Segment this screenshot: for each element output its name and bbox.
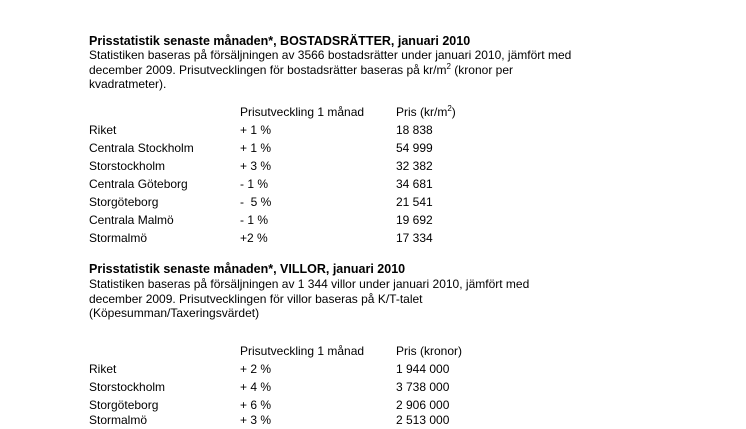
table-row [89,121,689,139]
section2-intro-line1: Statistiken baseras på försäljningen av 1 344 villor under januari 2010, jämfört med [89,277,530,291]
section1-table-header [89,103,689,121]
price-cell: 18 838 [396,123,433,137]
table-row [89,193,689,211]
price-cell: 32 382 [396,159,433,173]
section1-col-change-header: Prisutveckling 1 månad [240,105,365,119]
section1-heading: Prisstatistik senaste månaden*, BOSTADSRÄTTER, januari 2010 [89,34,471,48]
change-cell: - 5 % [240,195,272,209]
section2-heading: Prisstatistik senaste månaden*, VILLOR, januari 2010 [89,262,406,276]
region-cell: Riket [89,123,117,137]
region-cell: Centrala Malmö [89,213,174,227]
table-row [89,157,689,175]
section1-intro-line1: Statistiken baseras på försäljningen av 3566 bostadsrätter under januari 2010, jämfört med [89,48,572,62]
price-cell: 3 738 000 [396,380,450,394]
region-cell: Storstockholm [89,159,166,173]
section2-col-price-header: Pris (kronor) [396,344,463,358]
table-row [89,378,689,396]
section2-table-header [89,342,689,360]
change-cell: - 1 % [240,213,269,227]
table-row [89,411,689,429]
region-cell: Storgöteborg [89,398,159,412]
price-cell: 2 513 000 [396,413,450,427]
change-cell: + 6 % [240,398,272,412]
section1-col-price-header [396,103,456,121]
section2-intro-line3: (Köpesumman/Taxeringsvärdet) [89,306,260,321]
price-cell: 17 334 [396,231,433,245]
price-cell: 19 692 [396,213,433,227]
section1-intro-line2 [89,63,649,78]
change-cell: + 3 % [240,413,272,427]
section1-col-price-close: ) [451,105,456,119]
price-cell: 21 541 [396,195,433,209]
section1-intro-line3: kvadratmeter). [89,77,167,92]
change-cell: + 1 % [240,123,272,137]
table-row [89,229,689,247]
price-cell: 1 944 000 [396,362,450,376]
price-cell: 54 999 [396,141,433,155]
change-cell: + 2 % [240,362,272,376]
section1-intro [89,48,649,92]
section2-intro-line2: december 2009. Prisutvecklingen för villor baseras på K/T-talet [89,291,423,306]
change-cell: + 1 % [240,141,272,155]
region-cell: Centrala Stockholm [89,141,194,155]
change-cell: + 4 % [240,380,272,394]
region-cell: Riket [89,362,117,376]
section1-col-price-sup: 2 [447,104,452,113]
table-row [89,211,689,229]
table-row [89,175,689,193]
region-cell: Centrala Göteborg [89,177,188,191]
section2-intro [89,277,649,321]
price-cell: 2 906 000 [396,398,450,412]
table-row [89,139,689,157]
section2-col-change-header: Prisutveckling 1 månad [240,344,365,358]
region-cell: Stormalmö [89,413,148,427]
change-cell: + 3 % [240,159,272,173]
region-cell: Storgöteborg [89,195,159,209]
region-cell: Storstockholm [89,380,166,394]
change-cell: - 1 % [240,177,269,191]
section1-intro-line2-text: december 2009. Prisutvecklingen för bostadsrätter baseras på kr/m [89,62,447,77]
change-cell: +2 % [240,231,268,245]
section1-intro-line2-tail: (kronor per [450,62,513,77]
table-row [89,360,689,378]
price-cell: 34 681 [396,177,433,191]
section1-intro-superscript: 2 [446,61,451,71]
section1-col-price-text: Pris (kr/m [396,105,448,119]
region-cell: Stormalmö [89,231,148,245]
